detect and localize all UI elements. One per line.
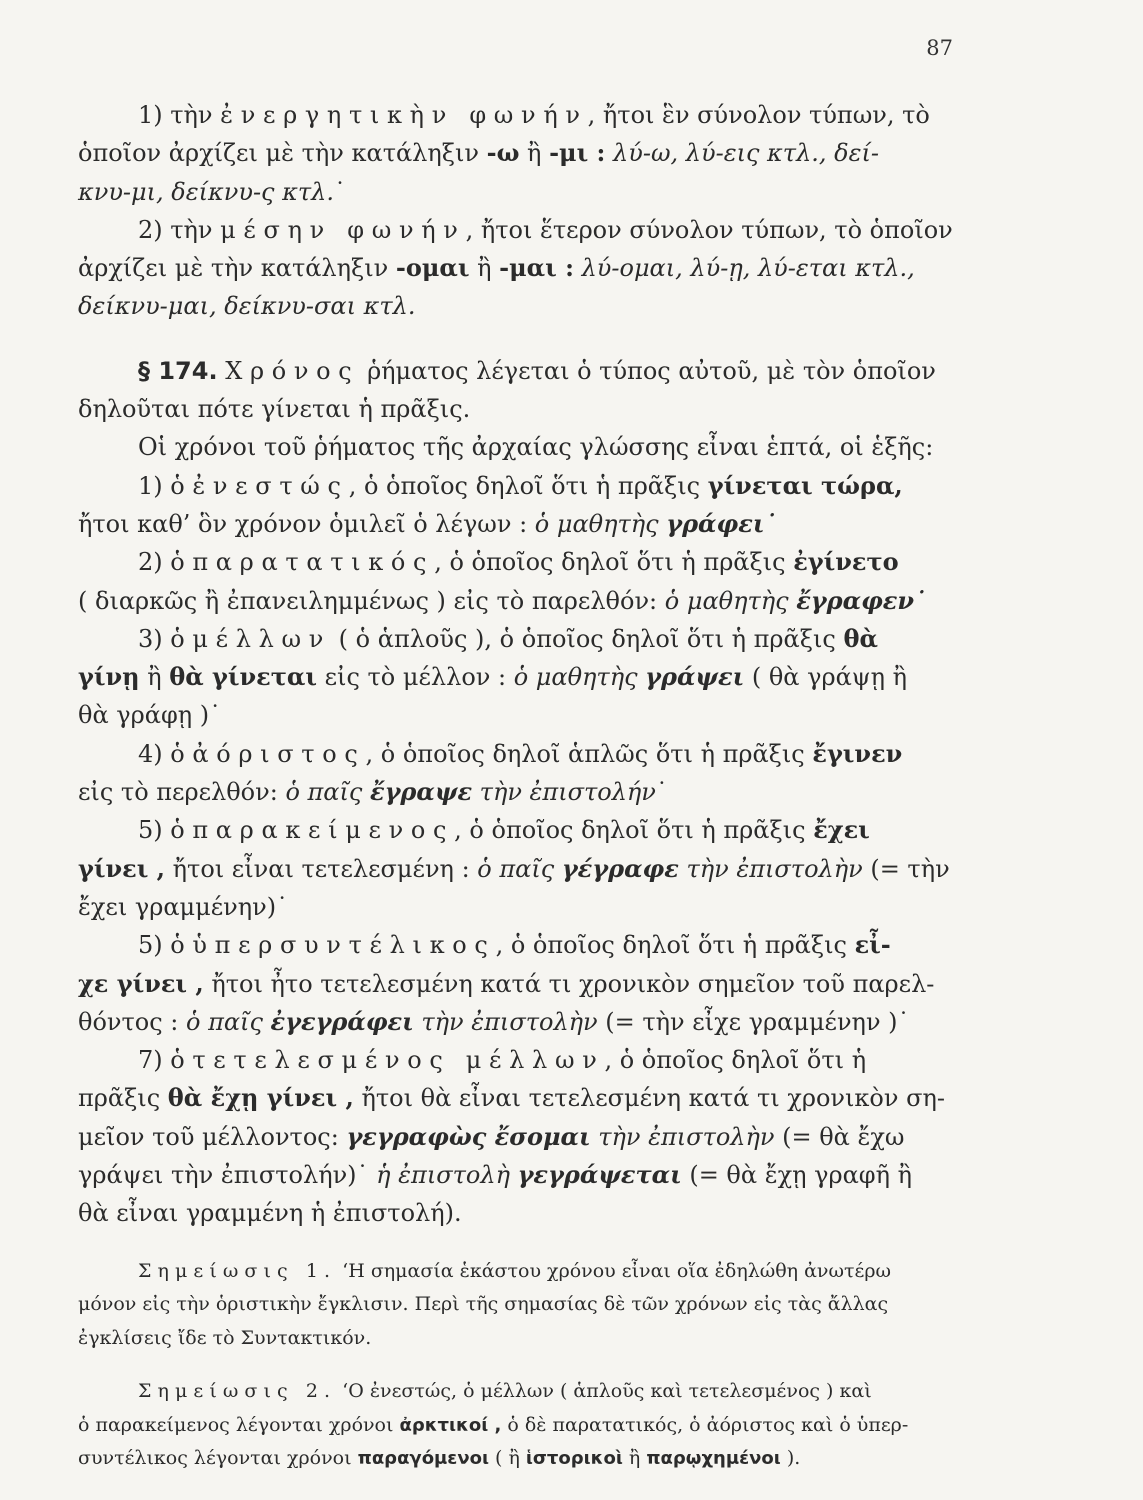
tense-2-line-2: ( διαρκῶς ἢ ἐπανειλημμένως ) εἰς τὸ παρελθόν: ὁ μαθητὴς ἔγραφεν˙ — [78, 585, 927, 615]
section-174-line-3: Οἱ χρόνοι τοῦ ῥήματος τῆς ἀρχαίας γλώσσης εἶναι ἑπτά, οἱ ἑξῆς: — [138, 433, 934, 462]
page-number: 87 — [926, 36, 953, 60]
middle-voice-line-3: δείκνυ-μαι, δείκνυ-σαι κτλ. — [78, 292, 416, 321]
active-voice-line-3: κνυ-μι, δείκνυ-ς κτλ.˙ — [78, 177, 346, 206]
note-1-line-3: ἐγκλίσεις ἴδε τὸ Συντακτικόν. — [78, 1326, 372, 1349]
notes — [78, 1255, 963, 1476]
section-mark: § 174. — [138, 356, 218, 385]
tense-7-line-1: 7) ὁ τετελεσμένος μέλλων, ὁ ὁποῖος δηλοῖ ὅτι ἡ — [138, 1046, 867, 1075]
term-middle-voice: μέσην φωνήν — [220, 215, 466, 244]
active-voice-line-2: ὁποῖον ἀρχίζει μὲ τὴν κατάληξιν -ω ἢ -μι : λύ-ω, λύ-εις κτλ., δεί- — [78, 138, 880, 168]
tense-6-line-1: 5) ὁ ὑπερσυντέλικος, ὁ ὁποῖος δηλοῖ ὅτι ἡ πρᾶξις εἶ- — [138, 930, 891, 960]
note-1-line-1: Σημείωσις 1. ‘Η σημασία ἑκάστου χρόνου εἶναι οἵα ἐδηλώθη ἀνωτέρω — [138, 1259, 891, 1282]
note-1-line-2: μόνον εἰς τὴν ὁριστικὴν ἔγκλισιν. Περὶ τῆς σημασίας δὲ τῶν χρόνων εἰς τὰς ἄλλας — [78, 1293, 889, 1316]
note-2-label: Σημείωσις 2. — [138, 1380, 337, 1403]
note-2-line-2: ὁ παρακείμενος λέγονται χρόνοι ἀρκτικοί , ὁ δὲ παρατατικός, ὁ ἀόριστος καὶ ὁ ὑπερ- — [78, 1413, 909, 1436]
tense-5-line-3: ἔχει γραμμένην)˙ — [78, 892, 289, 921]
tense-3-line-3: θὰ γράφῃ )˙ — [78, 701, 222, 730]
tense-2-line-1: 2) ὁ παρατατικός, ὁ ὁποῖος δηλοῖ ὅτι ἡ πρᾶξις ἐγίνετο — [138, 547, 899, 577]
tense-6-line-2: χε γίνει , ἤτοι ἦτο τετελεσμένη κατά τι χρονικὸν σημεῖον τοῦ παρελ- — [78, 968, 935, 998]
tense-6-line-3: θόντος : ὁ παῖς ἐγεγράφει τὴν ἐπιστολὴν (= τὴν εἶχε γραμμένην )˙ — [78, 1006, 910, 1036]
active-voice-line-1: 1) τὴν ἐνεργητικὴν φωνήν, ἤτοι ἓν σύνολον τύπων, τὸ — [138, 101, 930, 129]
tense-1-line-1: 1) ὁ ἐνεστώς, ὁ ὁποῖος δηλοῖ ὅτι ἡ πρᾶξις γίνεται τώρα, — [138, 470, 903, 500]
note-2-line-3: συντέλικος λέγονται χρόνοι παραγόμενοι ( ἢ ἱστορικοὶ ἢ παρῳχημένοι ). — [78, 1447, 801, 1470]
middle-voice-line-2: ἀρχίζει μὲ τὴν κατάληξιν -ομαι ἢ -μαι : λύ-ομαι, λύ-ῃ, λύ-εται κτλ., — [78, 253, 915, 283]
tense-7-line-4: γράψει τὴν ἐπιστολήν)˙ ἡ ἐπιστολὴ γεγράψεται (= θὰ ἔχῃ γραφῆ ἢ — [78, 1160, 912, 1190]
tense-4-line-1: 4) ὁ ἀόριστος, ὁ ὁποῖος δηλοῖ ἁπλῶς ὅτι ἡ πρᾶξις ἔγινεν — [138, 738, 903, 768]
tense-3-line-2: γίνῃ ἢ θὰ γίνεται εἰς τὸ μέλλον : ὁ μαθητὴς γράψει ( θὰ γράψῃ ἢ — [78, 662, 907, 692]
term-active-voice: ἐνεργητικὴν φωνήν — [220, 101, 588, 129]
main-text — [78, 96, 963, 1476]
tense-7-line-3: μεῖον τοῦ μέλλοντος: γεγραφὼς ἔσομαι τὴν ἐπιστολὴν (= θὰ ἔχω — [78, 1121, 905, 1151]
term-tense: Χρόνος — [225, 356, 360, 385]
note-2-line-1: Σημείωσις 2. ‘Ο ἐνεστώς, ὁ μέλλων ( ἁπλοῦς καὶ τετελεσμένος ) καὶ — [138, 1380, 872, 1403]
tense-5-line-2: γίνει , ἤτοι εἶναι τετελεσμένη : ὁ παῖς γέγραφε τὴν ἐπιστολὴν (= τὴν — [78, 853, 950, 883]
tense-3-line-1: 3) ὁ μέλλων ( ὁ ἁπλοῦς ), ὁ ὁποῖος δηλοῖ ὅτι ἡ πρᾶξις θὰ — [138, 623, 878, 653]
middle-voice-line-1: 2) τὴν μέσην φωνήν, ἤτοι ἕτερον σύνολον τύπων, τὸ ὁποῖον — [138, 215, 953, 244]
section-174-line-1: § 174. Χρόνος ῥήματος λέγεται ὁ τύπος αὐτοῦ, μὲ τὸν ὁποῖον — [138, 356, 936, 385]
tense-7-line-5: θὰ εἶναι γραμμένη ἡ ἐπιστολή). — [78, 1199, 462, 1228]
tense-4-line-2: εἰς τὸ περελθόν: ὁ παῖς ἔγραψε τὴν ἐπιστολήν˙ — [78, 777, 668, 807]
tense-1-line-2: ἤτοι καθ’ ὃν χρόνον ὁμιλεῖ ὁ λέγων : ὁ μαθητὴς γράφει˙ — [78, 508, 777, 538]
section-174-line-2: δηλοῦται πότε γίνεται ἡ πρᾶξις. — [78, 395, 471, 424]
tense-5-line-1: 5) ὁ παρακείμενος, ὁ ὁποῖος δηλοῖ ὅτι ἡ πρᾶξις ἔχει — [138, 815, 870, 845]
note-1-label: Σημείωσις 1. — [138, 1259, 337, 1282]
tense-7-line-2: πρᾶξις θὰ ἔχῃ γίνει , ἤτοι θὰ εἶναι τετελεσμένη κατά τι χρονικὸν ση- — [78, 1083, 945, 1113]
